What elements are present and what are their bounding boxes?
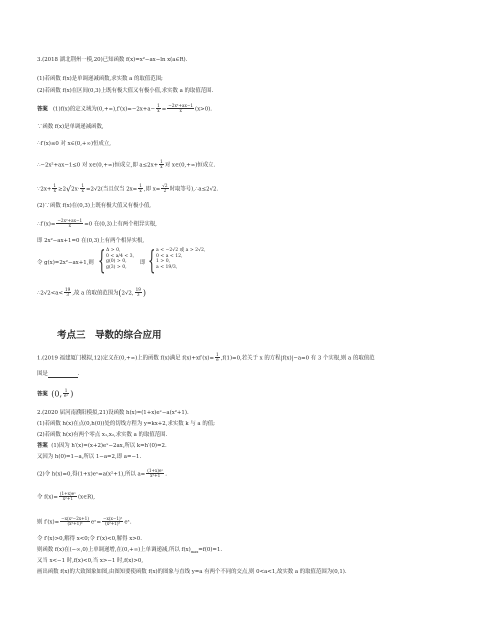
problem-3-stem: 3.(2018 湖北荆州一模,20)已知函数 f(x)=x²−ax−ln x(a∈R). [37, 57, 188, 63]
left-brace: { [98, 246, 106, 276]
problem-1-blank: 围是 . [37, 371, 80, 377]
answer-line-1: 答案 (1)f(x)的定义域为(0,+∞),f′(x)=−2x+a− $\frac{1}{x}$ = $\frac{\text{−2x²+ax−1}}{x}$ (x>0). [37, 103, 212, 114]
solution-line: ∴−2x²+ax−1≤0 对 x∈(0,+∞)恒成立,即 a≤2x+ $\frac{1}{x}$ 对 x∈(0,+∞)恒成立. [37, 159, 216, 170]
solution-line: (2)令 h(x)=0,得(1+x)eˣ=a(x²+1),所以 a= $\frac{\text{(1+x)eˣ}}{\text{x²+1}}$ . [37, 468, 167, 479]
problem-2-part1: (1)若函数 h(x)在点(0,h(0))处的切线方程为 y=kx+2,求实数 k 与 a 的值; [37, 421, 215, 427]
condition-system-right: a < −2√2 或 a > 2√2, 0 < a < 12, 1 > 0, a < 19/3, [156, 248, 206, 270]
right-brace: { [148, 246, 156, 276]
solution-line: ∵2x+ $\frac{1}{x}$ ≥2√2x· $\frac{1}{x}$ =2√2(当且仅当 2x= $\frac{1}{x}$ ,即 x= $\frac{√2}{2}$ 时取等号),∴a≤2√2. [37, 183, 219, 194]
problem-2-part2: (2)若函数 h(x)有两个零点 x₁,x₂,求实数 a 的取值范围. [37, 432, 168, 438]
solution-line: 又当 x<−1 时,f(x)<0,当 x>−1 时,f(x)>0, [37, 558, 144, 564]
solution-line: 则 f′(x)= $\frac{\text{−x(x²−2x+1)}}{\text{(x²+1)²}}$ eˣ= $\frac{\text{−x(x−1)²}}{\text{(x²+1)²}}$ eˣ. [37, 516, 132, 527]
solution-conclusion: ∴2√2<a< $\frac{19}{3}$ ,故 a 的取值范围为(2√2, $\frac{19}{3}$ ) [37, 287, 147, 298]
problem-1-answer: 答案 (0, $\frac{1}{\text{eˣ}}$ ) [37, 388, 74, 399]
solution-line: (2)∵函数 f(x)在(0,3)上既有极大值又有极小值, [37, 203, 151, 209]
problem-2-stem: 2.(2020 届河南濮阳模拟,21)设函数 h(x)=(1+x)eˣ−a(x²+1). [37, 410, 189, 416]
solution-line: 令 g(x)=2x²−ax+1,则 [37, 260, 94, 266]
solution-line: ∴f′(x)≤0 对 x∈(0,+∞)恒成立, [37, 141, 111, 147]
condition-system-left: Δ > 0, 0 < a/4 < 3, g(0) > 0, g(3) > 0, [106, 248, 135, 270]
problem-2-answer-1: 答案 (1)因为 h′(x)=(x+2)eˣ−2ax,所以 k=h′(0)=2. [37, 443, 167, 449]
solution-line: ∴f′(x)= $\frac{\text{−2x²+ax−1}}{x}$ =0 在(0,3)上有两个相异实根, [37, 218, 157, 229]
system-then: 即 [140, 260, 146, 266]
solution-line: ∵函数 f(x)是单调递减函数, [37, 124, 104, 130]
solution-line: 则函数 f(x)在(−∞,0)上单调递增,在(0,+∞)上单调递减,所以 $f(x)_{max}=f(0)=1$. [37, 547, 223, 555]
solution-line: 令 f(x)= $\frac{\text{(1+x)eˣ}}{\text{x²+1}}$ (x∈R), [37, 491, 95, 502]
answer-blank [48, 372, 78, 378]
problem-3-part1: (1)若函数 f(x)是单调递减函数,求实数 a 的取值范围; [37, 76, 163, 82]
problem-3-part2: (2)若函数 f(x)在区间(0,3)上既有极大值又有极小值,求实数 a 的取值范围. [37, 88, 214, 94]
solution-line: 即 2x²−ax+1=0 在(0,3)上有两个相异实根, [37, 238, 145, 244]
problem-1-stem: 1.(2019 福建厦门模拟,12)定义在(0,+∞)上的函数 f(x)满足 f(x)+xf′(x)= $\frac{1}{e}$ ,f(1)=0,若关于 x 的方程|f(x)|−a=0 有 3 个实根,则 a 的取值范 [37, 352, 375, 363]
answer-label: 答案 [37, 106, 48, 113]
solution-line: 令 f′(x)>0,解得 x<0;令 f′(x)<0,解得 x>0. [37, 536, 142, 542]
solution-line: 画出函数 f(x)的大致图象如图,由图知要使函数 f(x)的图象与直线 y=a 有两个不同的交点,则 0<a<1,故实数 a 的取值范围为(0,1). [37, 569, 347, 575]
solution-line: 又因为 h(0)=1−a,所以 1−a=2,即 a=−1. [37, 454, 142, 460]
section-heading: 考点三 导数的综合应用 [57, 330, 162, 341]
